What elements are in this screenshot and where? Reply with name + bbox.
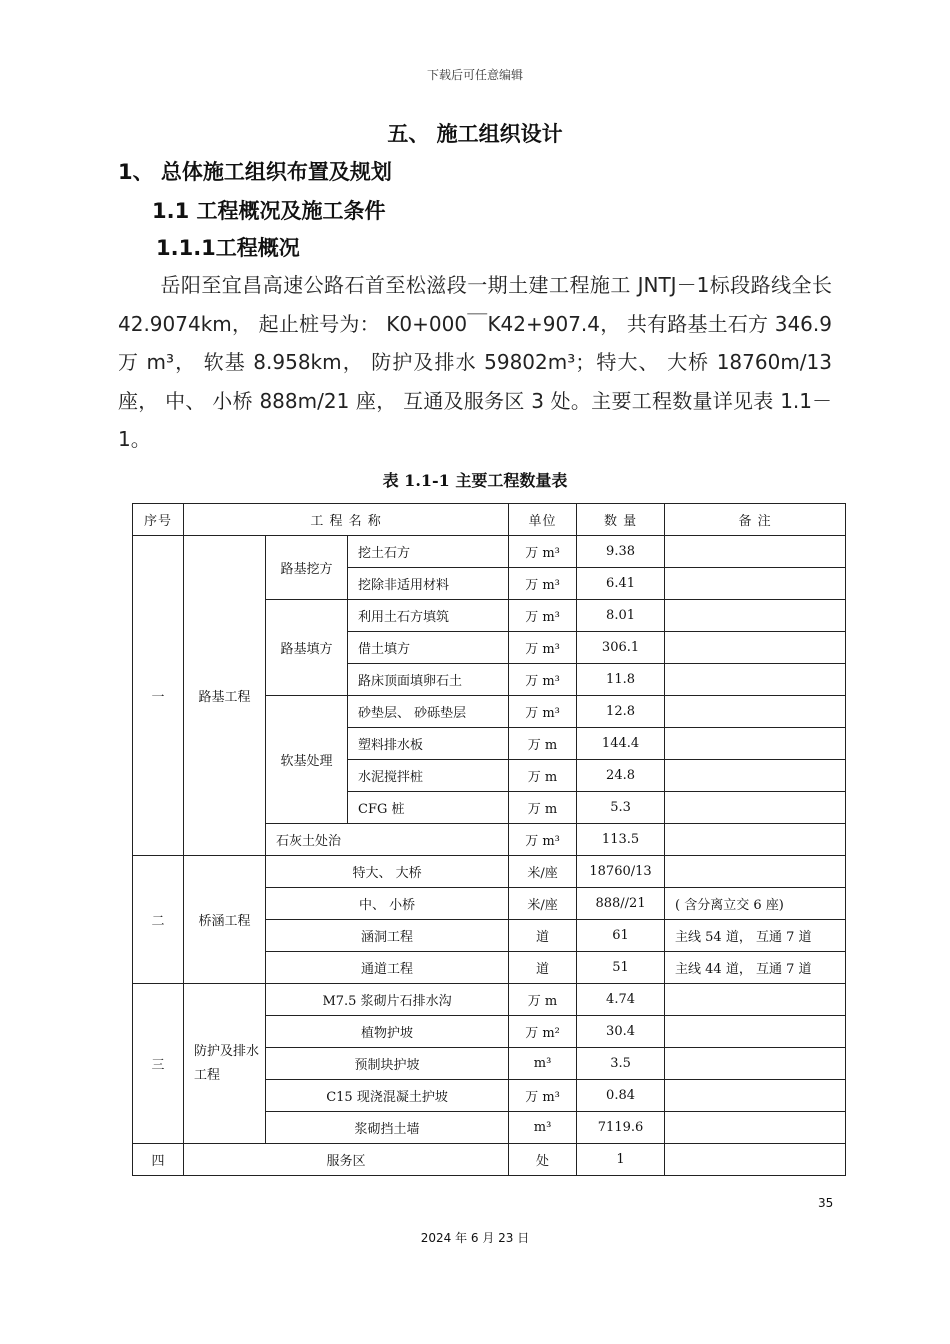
- item-qty: 18760/13: [577, 856, 665, 888]
- item-name: 借土填方: [348, 632, 509, 664]
- item-remark: [665, 632, 846, 664]
- subgroup-name: 路基挖方: [266, 536, 348, 600]
- item-remark: [665, 1048, 846, 1080]
- header-seq: 序号: [133, 504, 184, 536]
- section-heading-1-1: 1.1 工程概况及施工条件: [152, 199, 386, 223]
- item-name: 利用土石方填筑: [348, 600, 509, 632]
- item-unit: 万 m³: [509, 632, 577, 664]
- item-remark: [665, 536, 846, 568]
- item-name: 中、 小桥: [266, 888, 509, 920]
- group-name: 服务区: [184, 1144, 509, 1176]
- item-qty: 8.01: [577, 600, 665, 632]
- item-qty: 5.3: [577, 792, 665, 824]
- group-name: 桥涵工程: [184, 856, 266, 984]
- item-unit: 道: [509, 920, 577, 952]
- item-qty: 30.4: [577, 1016, 665, 1048]
- item-name: 挖除非适用材料: [348, 568, 509, 600]
- group-seq: 四: [133, 1144, 184, 1176]
- item-qty: 24.8: [577, 760, 665, 792]
- item-unit: 万 m: [509, 728, 577, 760]
- header-remark: 备 注: [665, 504, 846, 536]
- item-name: 预制块护坡: [266, 1048, 509, 1080]
- item-qty: 9.38: [577, 536, 665, 568]
- item-remark: [665, 856, 846, 888]
- item-name: C15 现浇混凝土护坡: [266, 1080, 509, 1112]
- item-remark: [665, 1112, 846, 1144]
- item-remark: [665, 696, 846, 728]
- table-header-row: [133, 504, 846, 536]
- item-unit: 处: [509, 1144, 577, 1176]
- header-unit: 单位: [509, 504, 577, 536]
- table-row: [133, 536, 846, 568]
- item-name: M7.5 浆砌片石排水沟: [266, 984, 509, 1016]
- item-qty: 61: [577, 920, 665, 952]
- item-remark: [665, 1016, 846, 1048]
- section-heading-1: 1、 总体施工组织布置及规划: [118, 160, 392, 184]
- item-unit: 道: [509, 952, 577, 984]
- item-unit: 米/座: [509, 856, 577, 888]
- item-remark: [665, 792, 846, 824]
- chapter-title: 五、 施工组织设计: [387, 122, 563, 146]
- item-name: 植物护坡: [266, 1016, 509, 1048]
- header-name: 工 程 名 称: [184, 504, 509, 536]
- item-name: 挖土石方: [348, 536, 509, 568]
- item-remark: [665, 568, 846, 600]
- item-remark: [665, 1144, 846, 1176]
- item-unit: 万 m³: [509, 1080, 577, 1112]
- subgroup-name: 软基处理: [266, 696, 348, 824]
- item-remark: [665, 664, 846, 696]
- item-name: 涵洞工程: [266, 920, 509, 952]
- item-name: 塑料排水板: [348, 728, 509, 760]
- item-name: 石灰土处治: [266, 824, 509, 856]
- item-unit: 米/座: [509, 888, 577, 920]
- item-qty: 4.74: [577, 984, 665, 1016]
- item-remark: 主线 54 道， 互通 7 道: [665, 920, 846, 952]
- item-name: 特大、 大桥: [266, 856, 509, 888]
- item-remark: 主线 44 道， 互通 7 道: [665, 952, 846, 984]
- header-note: 下载后可任意编辑: [426, 68, 523, 82]
- group-seq: 二: [133, 856, 184, 984]
- item-remark: ( 含分离立交 6 座): [665, 888, 846, 920]
- item-unit: 万 m: [509, 984, 577, 1016]
- item-qty: 7119.6: [577, 1112, 665, 1144]
- item-unit: 万 m: [509, 792, 577, 824]
- item-qty: 1: [577, 1144, 665, 1176]
- item-qty: 51: [577, 952, 665, 984]
- item-unit: 万 m³: [509, 536, 577, 568]
- item-unit: 万 m³: [509, 696, 577, 728]
- item-qty: 6.41: [577, 568, 665, 600]
- item-unit: 万 m²: [509, 1016, 577, 1048]
- section-heading-1-1-1: 1.1.1工程概况: [156, 236, 300, 260]
- page-number: 35: [818, 1196, 834, 1210]
- item-remark: [665, 824, 846, 856]
- item-unit: 万 m³: [509, 600, 577, 632]
- quantity-table: [132, 503, 846, 1176]
- subgroup-name: 路基填方: [266, 600, 348, 696]
- item-qty: 11.8: [577, 664, 665, 696]
- item-name: CFG 桩: [348, 792, 509, 824]
- item-remark: [665, 728, 846, 760]
- group-name: 防护及排水工程: [184, 984, 266, 1144]
- item-qty: 306.1: [577, 632, 665, 664]
- overview-paragraph: [118, 266, 832, 459]
- group-name: 路基工程: [184, 536, 266, 856]
- item-qty: 888//21: [577, 888, 665, 920]
- item-qty: 0.84: [577, 1080, 665, 1112]
- item-qty: 144.4: [577, 728, 665, 760]
- group-seq: 一: [133, 536, 184, 856]
- table-row: [133, 984, 846, 1016]
- item-unit: 万 m: [509, 760, 577, 792]
- paragraph-text: 岳阳至宜昌高速公路石首至松滋段一期土建工程施工 JNTJ－1标段路线全长 42.9074km， 起止桩号为： K0+000￣K42+907.4， 共有路基土石方 346.9 万 m³， 软基 8.958km， 防护及排水 59802m³；特大、 大桥 18760m/13 座， 中、 小桥 888m/21 座， 互通及服务区 3 处。主要工程数量详见表 1.1－1。: [118, 273, 832, 451]
- item-name: 路床顶面填卵石土: [348, 664, 509, 696]
- item-name: 砂垫层、 砂砾垫层: [348, 696, 509, 728]
- item-qty: 3.5: [577, 1048, 665, 1080]
- item-qty: 12.8: [577, 696, 665, 728]
- item-unit: 万 m³: [509, 568, 577, 600]
- footer-date: 2024 年 6 月 23 日: [420, 1231, 530, 1245]
- header-qty: 数 量: [577, 504, 665, 536]
- item-name: 通道工程: [266, 952, 509, 984]
- item-remark: [665, 984, 846, 1016]
- item-name: 浆砌挡土墙: [266, 1112, 509, 1144]
- item-qty: 113.5: [577, 824, 665, 856]
- item-name: 水泥搅拌桩: [348, 760, 509, 792]
- item-unit: m³: [509, 1048, 577, 1080]
- item-remark: [665, 1080, 846, 1112]
- table-row: [133, 856, 846, 888]
- table-row: [133, 1144, 846, 1176]
- group-seq: 三: [133, 984, 184, 1144]
- item-remark: [665, 760, 846, 792]
- item-unit: m³: [509, 1112, 577, 1144]
- table-title: 表 1.1-1 主要工程数量表: [382, 471, 568, 490]
- item-unit: 万 m³: [509, 824, 577, 856]
- item-unit: 万 m³: [509, 664, 577, 696]
- item-remark: [665, 600, 846, 632]
